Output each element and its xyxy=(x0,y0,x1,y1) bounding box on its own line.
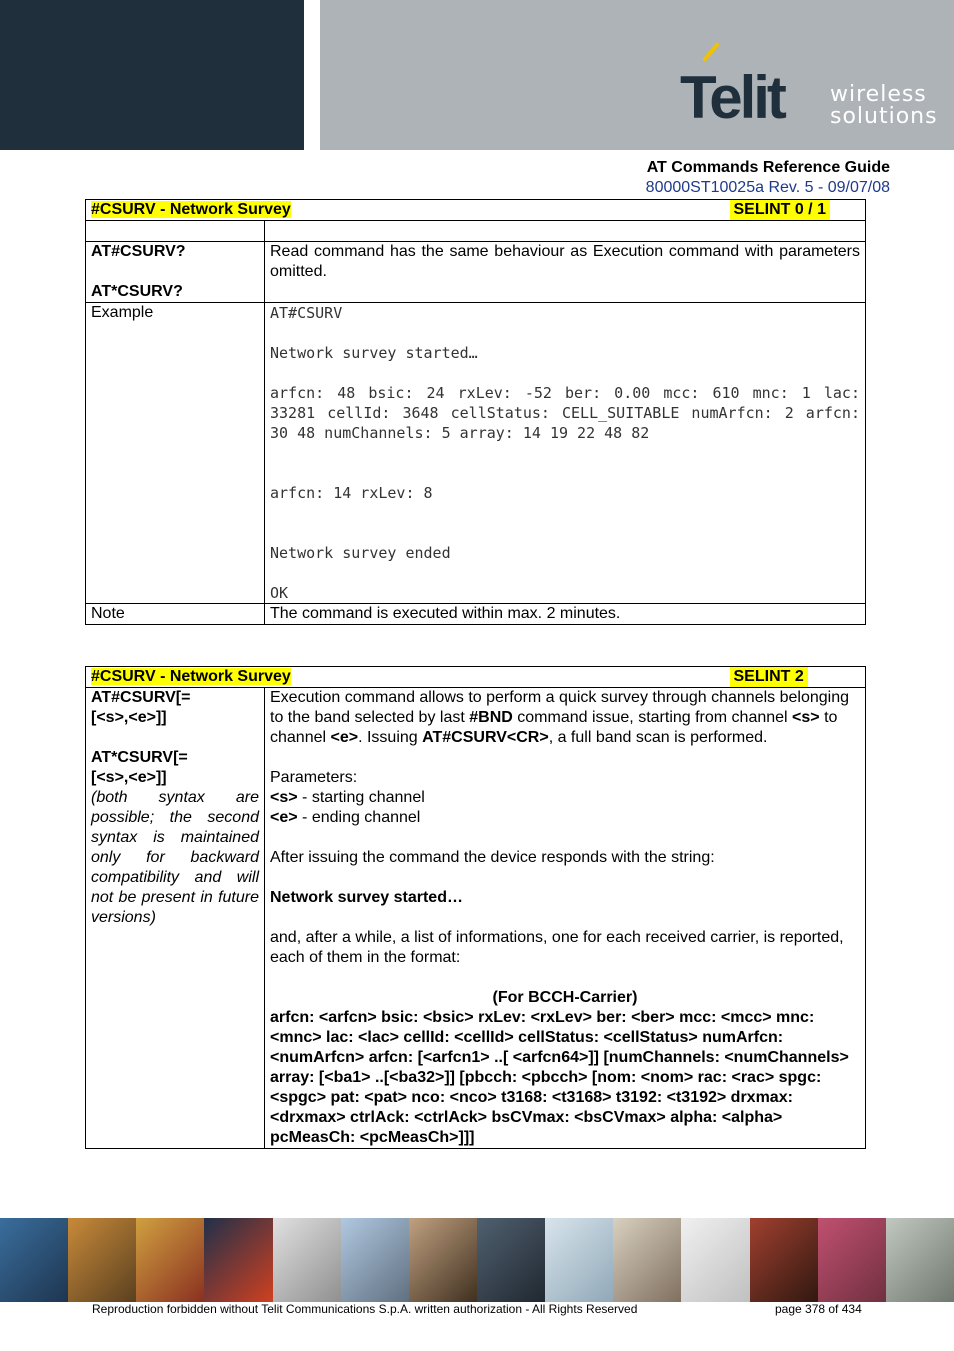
table-title-row xyxy=(86,200,866,221)
csurv-table-selint2 xyxy=(85,666,866,1149)
telit-logo: Telit xyxy=(680,64,784,131)
exec-command: AT#CSURV[= xyxy=(91,689,191,706)
page-number: page 378 of 434 xyxy=(775,1302,862,1316)
example-line: arfcn: 48 bsic: 24 rxLev: -52 ber: 0.00 mcc: 610 mnc: 1 lac: 33281 cellId: 3648 cellStatus: CELL_SUITABLE numArfcn: 2 arfcn: 30 48 numChannels: 5 array: 14 19 22 48 82 xyxy=(270,384,870,442)
example-row xyxy=(86,303,866,604)
exec-command-alt-params: [<s>,<e>]] xyxy=(91,769,167,786)
logo-tagline xyxy=(830,84,938,128)
exec-command-alt: AT*CSURV[= xyxy=(91,749,188,766)
doc-reference: 80000ST10025a Rev. 5 - 09/07/08 xyxy=(645,179,890,196)
example-line: OK xyxy=(270,584,289,602)
note-text: The command is executed within max. 2 minutes. xyxy=(265,604,866,625)
note-label: Note xyxy=(86,604,265,625)
exec-command-params: [<s>,<e>]] xyxy=(91,709,167,726)
read-command-row xyxy=(86,242,866,303)
footer-copyright: Reproduction forbidden without Telit Communications S.p.A. written authorization - All Rights Reserved xyxy=(92,1302,638,1316)
list-format-intro: and, after a while, a list of informations, one for each received carrier, is reported, each of them in the format: xyxy=(270,929,844,966)
parameters-label: Parameters: xyxy=(270,769,358,786)
bcch-format: arfcn: <arfcn> bsic: <bsic> rxLev: <rxLev> ber: <ber> mcc: <mcc> mnc: <mnc> lac: <lac> cellId: <cellId> cellStatus: <cellStatus> numArfcn: <numArfcn> arfcn: [<arfcn1> ..[ <arfcn64>]] [numChannels: <numChannels> array: [<ba1> ..[<ba32>]] [pbcch: <pbcch> [nom: <nom> rac: <rac> spgc: <spgc> pat: <pat> nco: <nco> t3168: <t3168> t3192: <t3192> drxmax: <drxmax> ctrlAck: <ctrlAck> bsCVmax: <bsCVmax> alpha: <alpha> pcMeasCh: <pcMeasCh>]]] xyxy=(270,1009,849,1146)
logo-tagline-line2: solutions xyxy=(830,104,938,129)
read-command-description: Read command has the same behaviour as Execution command with parameters omitted. xyxy=(265,242,866,303)
example-line: Network survey started… xyxy=(270,344,478,362)
table-title: #CSURV - Network Survey xyxy=(91,668,291,685)
syntax-note: (both syntax are possible; the second syntax is maintained only for backward compatibility and will not be present in future versions) xyxy=(91,789,259,926)
selint-badge: SELINT 2 xyxy=(730,667,808,687)
example-line: arfcn: 14 rxLev: 8 xyxy=(270,484,433,502)
table-title: #CSURV - Network Survey xyxy=(91,201,291,218)
after-issuing-text: After issuing the command the device responds with the string: xyxy=(270,849,715,866)
read-command: AT#CSURV? xyxy=(91,243,186,260)
example-line: AT#CSURV xyxy=(270,304,343,322)
param-e: <e> - ending channel xyxy=(270,809,421,826)
doc-title: AT Commands Reference Guide xyxy=(646,159,890,176)
header-dark-panel xyxy=(0,0,304,150)
empty-row xyxy=(86,221,866,242)
exec-description: Execution command allows to perform a quick survey through channels belonging to the band selected by last #BND command issue, starting from channel <s> to channel <e>. Issuing AT#CSURV<CR>, a full band scan is performed. xyxy=(270,689,849,746)
execution-command-row xyxy=(86,688,866,1149)
selint-badge: SELINT 0 / 1 xyxy=(730,200,830,220)
read-command-alt: AT*CSURV? xyxy=(91,283,183,300)
bcch-heading: (For BCCH-Carrier) xyxy=(492,989,638,1006)
survey-started-string: Network survey started… xyxy=(270,889,463,906)
example-label: Example xyxy=(86,303,265,604)
param-s: <s> - starting channel xyxy=(270,789,425,806)
footer-photo-strip xyxy=(0,1218,954,1302)
note-row xyxy=(86,604,866,625)
csurv-table-selint01 xyxy=(85,199,870,625)
logo-tagline-line1: wireless xyxy=(830,82,927,107)
example-line: Network survey ended xyxy=(270,544,451,562)
table-title-row xyxy=(86,667,866,688)
